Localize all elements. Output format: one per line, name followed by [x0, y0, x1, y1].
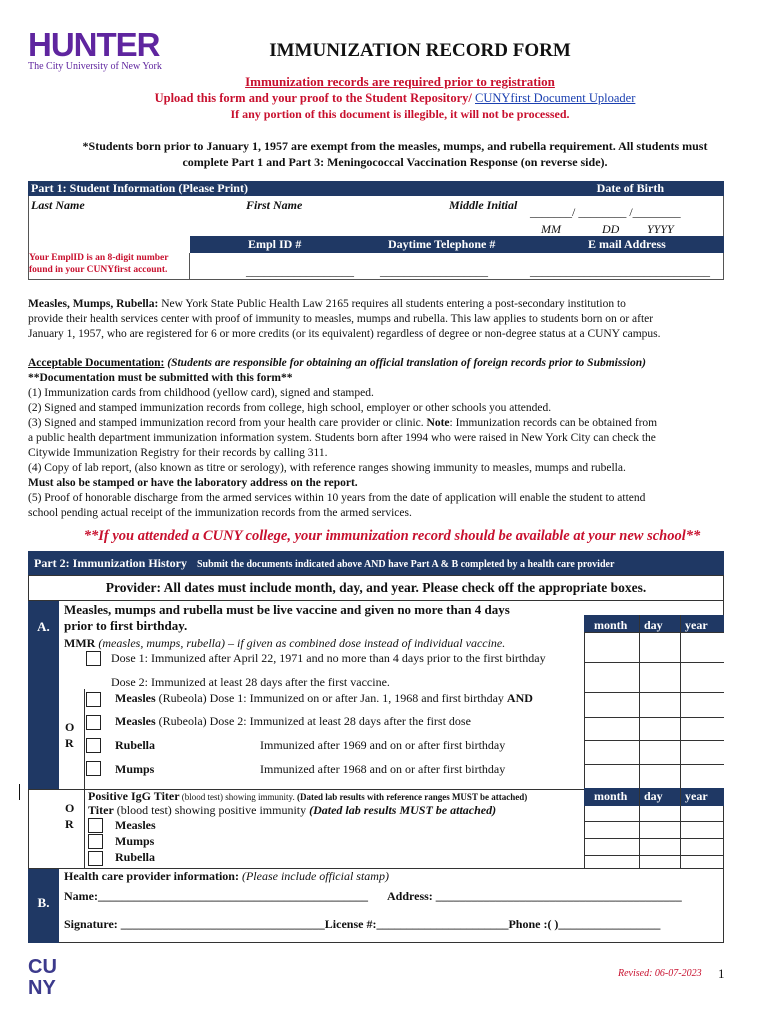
contact-header: Empl ID # Daytime Telephone # E mail Address — [190, 236, 724, 253]
section-a-label: A. — [28, 601, 59, 789]
page-number: 1 — [718, 966, 725, 981]
email-field[interactable]: ______________________________ — [530, 264, 710, 278]
or-column-1: O R — [59, 689, 85, 789]
emplid-note: Your EmplID is an 8-digit number found in your CUNYfirst account. — [29, 253, 169, 275]
titer-description: Titer (blood test) showing positive immunity (Dated lab results MUST be attached) — [88, 803, 497, 817]
phone-field[interactable]: __________________ — [380, 264, 488, 278]
rubella-label: Rubella — [115, 738, 156, 752]
date-grid-a-header: month day year — [584, 615, 724, 665]
illegible-notice: If any portion of this document is illegible, it will not be processed. — [230, 107, 570, 121]
mmr-law-paragraph: Measles, Mumps, Rubella: New York State Public Health Law 2165 requires all students entering a post-secondary institution to provide their health services center with proof of immunity to measles, mumps and rubella. This law applies to students born on or after January 1, 1957, who are registered for 6 or more credits (or its equivalent) regardless of degree or non-degree status at a CUNY campus. — [28, 298, 661, 340]
measles-dose2-label: Measles (Rubeola) Dose 2: Immunized at least 28 days after the first dose — [115, 714, 471, 728]
cuny-logo-mark — [28, 956, 72, 996]
provider-address-field[interactable]: Address: _________________________________________ — [387, 889, 682, 903]
mmr-dose1-checkbox[interactable] — [86, 651, 101, 666]
rubella-rule: Immunized after 1969 and on or after first birthday — [260, 738, 506, 752]
svg-text:NY: NY — [28, 977, 56, 996]
exemption-notice: *Students born prior to January 1, 1957 are exempt from the measles, mumps, and rubella requirement. All students must complete Part 1 and Part 3: Meningococcal Vaccination Response (on reverse side). — [82, 139, 708, 169]
measles-dose1-label: Measles (Rubeola) Dose 1: Immunized on or after Jan. 1, 1968 and first birthday AND — [115, 691, 533, 705]
measles-dose1-checkbox[interactable] — [86, 692, 101, 707]
first-name-label: First Name — [246, 198, 303, 212]
cuny-record-notice: **If you attended a CUNY college, your immunization record should be available at your new school** — [83, 528, 701, 544]
titer-mumps-label: Mumps — [115, 834, 155, 848]
provider-name-field[interactable]: Name:_____________________________________________ — [64, 889, 368, 903]
middle-initial-label: Middle Initial — [449, 198, 518, 212]
dob-field[interactable]: _______/ ________ /________ — [530, 205, 681, 219]
mumps-checkbox[interactable] — [86, 761, 101, 776]
provider-instructions: Provider: All dates must include month, day, and year. Please check off the appropriate boxes. — [105, 580, 647, 595]
mumps-label: Mumps — [115, 762, 155, 776]
rubella-checkbox[interactable] — [86, 738, 101, 753]
titer-rubella-label: Rubella — [115, 850, 156, 864]
part2-header: Part 2: Immunization History Submit the documents indicated above AND have Part A & B completed by a health care provider — [28, 551, 724, 575]
empl-id-field[interactable]: __________________ — [246, 264, 354, 278]
mmr-dose2-label: Dose 2: Immunized at least 28 days after the first vaccine. — [111, 675, 390, 689]
date-grid-b — [584, 806, 724, 868]
part1-header: Part 1: Student Information (Please Print) Date of Birth — [28, 181, 724, 196]
cuny-logo — [28, 956, 72, 1001]
titer-title: Positive IgG Titer (blood test) showing immunity. (Dated lab results with reference ranges MUST be attached) — [88, 789, 528, 803]
acceptable-documentation: Acceptable Documentation: (Students are responsible for obtaining an official translation of foreign records prior to Submission) **Documentation must be submitted with this form** (1) Immunization cards from childhood (yellow card), signed and stamped. (2) Signed and stamped immunization records from college, high school, employer or other schools you attended. (3) Signed and stamped immunization record from your health care provider or clinic. Note: Immunization records can be obtained from a public health department immunization information system. Students born after 1994 who were raised in New York City can check the Citywide Immunization Registry for their records by calling 311. (4) Copy of lab report, (also known as titre or serology), with reference ranges showing immunity to measles, mumps and rubella. Must also be stamped or have the laboratory address on the report. (5) Proof of honorable discharge from the armed services within 10 years from the date of application will enable the student to attend school pending actual receipt of the immunization records from the armed services. — [28, 357, 658, 519]
titer-mumps-checkbox[interactable] — [88, 834, 103, 849]
svg-text:CU: CU — [28, 956, 57, 978]
date-grid-a — [584, 632, 724, 789]
measles-dose2-checkbox[interactable] — [86, 715, 101, 730]
cunyfirst-uploader-link[interactable]: CUNYfirst Document Uploader — [475, 91, 636, 105]
signature-license-phone-field[interactable]: Signature: __________________________________License #:______________________Phone :( )_________________ — [64, 917, 661, 931]
mumps-rule: Immunized after 1968 and on or after first birthday — [260, 762, 506, 776]
titer-rubella-checkbox[interactable] — [88, 851, 103, 866]
mmr-dose1-label: Dose 1: Immunized after April 22, 1971 and no more than 4 days prior to the first birthday — [111, 651, 546, 665]
section-a-title: Measles, mumps and rubella must be live vaccine and given no more than 4 days prior to first birthday. — [64, 602, 510, 633]
upload-notice: Upload this form and your proof to the Student Repository/ CUNYfirst Document Uploader — [154, 91, 636, 105]
titer-measles-label: Measles — [115, 818, 156, 832]
hcp-title: Health care provider information: (Please include official stamp) — [64, 869, 389, 883]
registration-notice: Immunization records are required prior to registration — [245, 74, 555, 89]
date-grid-b-header: month day year — [584, 788, 724, 806]
mmr-description: MMR (measles, mumps, rubella) – if given as combined dose instead of individual vaccine. — [64, 636, 506, 650]
last-name-label: Last Name — [31, 198, 85, 212]
revised-date: Revised: 06-07-2023 — [618, 968, 702, 979]
titer-measles-checkbox[interactable] — [88, 818, 103, 833]
page-title: IMMUNIZATION RECORD FORM — [269, 40, 571, 61]
section-b-label: B. — [28, 869, 59, 943]
hunter-logo: HUNTER The City University of New York — [28, 26, 162, 72]
or-column-2: O R — [59, 790, 85, 868]
